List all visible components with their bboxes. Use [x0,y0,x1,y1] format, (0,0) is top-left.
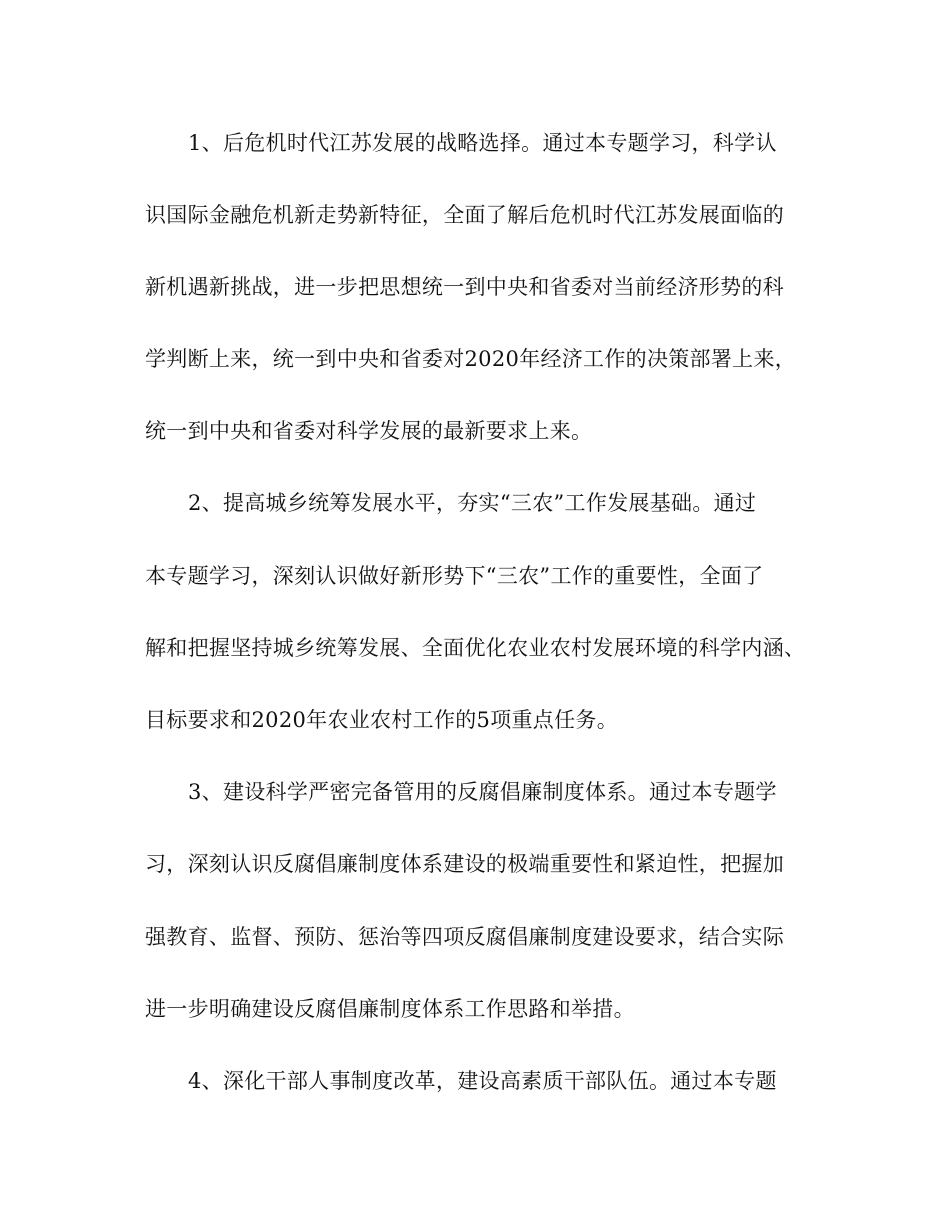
paragraph-3-line-2: 习，深刻认识反腐倡廉制度体系建设的极端重要性和紧迫性，把握加 [145,852,784,876]
paragraph-1-line-2: 识国际金融危机新走势新特征，全面了解后危机时代江苏发展面临的 [145,203,784,227]
paragraph-1-line-3: 新机遇新挑战，进一步把思想统一到中央和省委对当前经济形势的科 [145,275,784,299]
paragraph-2-line-3: 解和把握坚持城乡统筹发展、全面优化农业农村发展环境的科学内涵、 [145,636,806,660]
paragraph-2-line-4: 目标要求和2020年农业农村工作的5项重点任务。 [145,708,619,732]
paragraph-1-line-5: 统一到中央和省委对科学发展的最新要求上来。 [145,419,593,443]
paragraph-3-line-1: 3、建设科学严密完备管用的反腐倡廉制度体系。通过本专题学 [188,780,777,804]
paragraph-2-line-2: 本专题学习，深刻认识做好新形势下“三农”工作的重要性，全面了 [145,564,764,588]
paragraph-2-line-1: 2、提高城乡统筹发展水平，夯实“三农”工作发展基础。通过 [188,491,757,515]
paragraph-3-line-4: 进一步明确建设反腐倡廉制度体系工作思路和举措。 [145,997,635,1021]
paragraph-1-line-4: 学判断上来，统一到中央和省委对2020年经济工作的决策部署上来， [145,347,797,371]
paragraph-4-line-1: 4、深化干部人事制度改革，建设高素质干部队伍。通过本专题 [188,1069,777,1093]
paragraph-1-line-1: 1、后危机时代江苏发展的战略选择。通过本专题学习，科学认 [188,131,777,155]
paragraph-3-line-3: 强教育、监督、预防、惩治等四项反腐倡廉制度建设要求，结合实际 [145,925,784,949]
